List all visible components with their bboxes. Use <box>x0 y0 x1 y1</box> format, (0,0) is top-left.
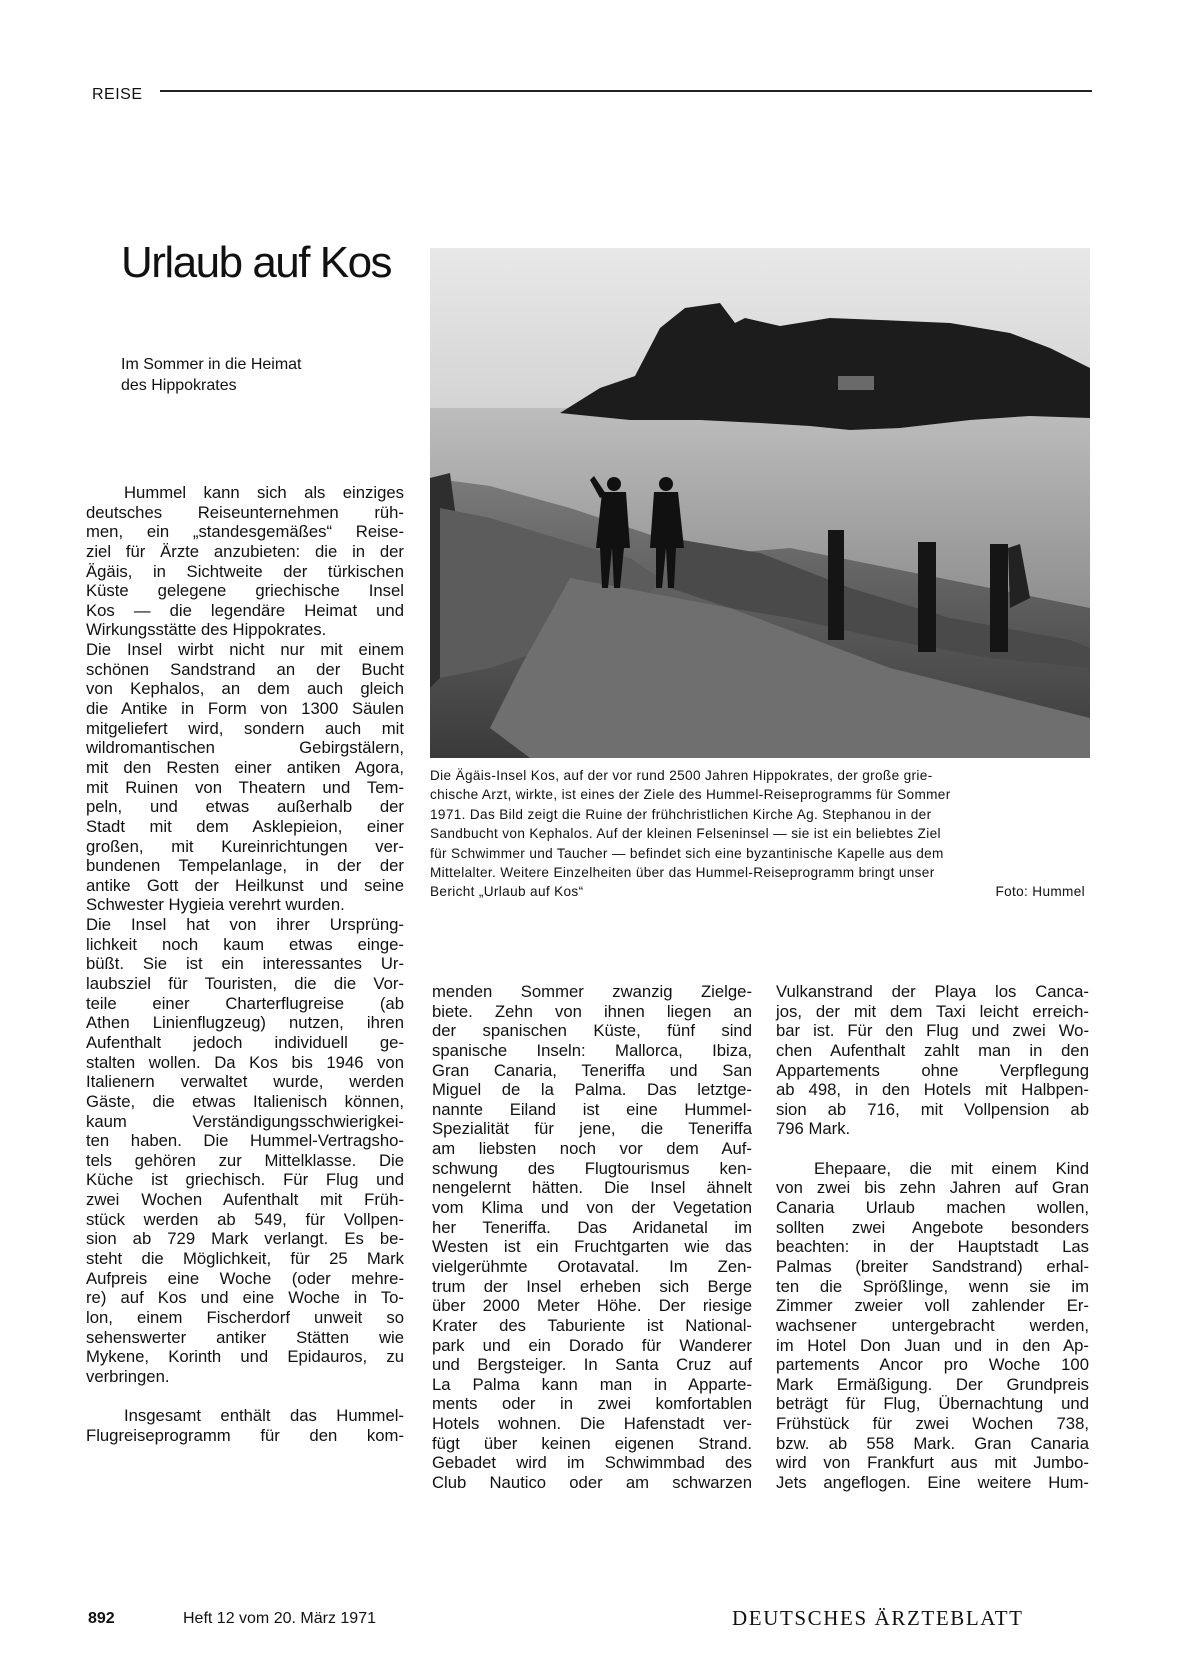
text-line: peln, und etwas außerhalb der <box>86 797 404 817</box>
text-line: Zimmer zweier voll zahlender Er- <box>776 1296 1089 1316</box>
article-title: Urlaub auf Kos <box>121 238 392 287</box>
text-line: mit Ruinen von Theatern und Tem- <box>86 777 404 797</box>
section-rule <box>160 90 1092 92</box>
text-line: laubsziel für Touristen, die die Vor- <box>86 974 404 994</box>
caption-last-row <box>430 882 1085 901</box>
article-subtitle <box>121 354 302 396</box>
text-line: jos, der mit dem Taxi leicht erreich- <box>776 1001 1089 1021</box>
text-line: verbringen. <box>86 1366 170 1386</box>
text-line: Mykene, Korinth und Epidauros, zu <box>86 1347 404 1367</box>
text-line: von Kephalos, an dem auch gleich <box>86 679 404 699</box>
text-line: nengelernt hätten. Die Insel ähnelt <box>432 1178 752 1198</box>
text-line: Kos — die legendäre Heimat und <box>86 600 404 620</box>
text-line: ab 498, in den Hotels mit Halbpen- <box>776 1080 1089 1100</box>
text-line: bundenen Tempelanlage, in der der <box>86 856 404 876</box>
caption-line: Bericht „Urlaub auf Kos“ <box>430 884 584 900</box>
text-line: Frühstück für zwei Wochen 738, <box>776 1414 1089 1434</box>
text-line: Flugreiseprogramm für den kom- <box>86 1425 404 1445</box>
text-line: Appartements ohne Verpflegung <box>776 1060 1089 1080</box>
photo-credit: Foto: Hummel <box>995 884 1085 900</box>
text-line: ten haben. Die Hummel-Vertragsho- <box>86 1131 404 1151</box>
text-line: teile einer Charterflugreise (ab <box>86 993 404 1013</box>
text-line: schwung des Flugtourismus ken- <box>432 1158 752 1178</box>
text-line: park und ein Dorado für Wanderer <box>432 1335 752 1355</box>
article-photo <box>430 248 1090 758</box>
text-line: vom Klima und von der Vegetation <box>432 1198 752 1218</box>
text-line: Die Insel hat von ihrer Ursprüng- <box>86 915 404 935</box>
text-column-3 <box>776 982 1089 1493</box>
caption-line: Die Ägäis-Insel Kos, auf der vor rund 2500 Jahren Hippokrates, der große grie- <box>430 768 933 783</box>
text-line: La Palma kann man in Apparte- <box>432 1374 752 1394</box>
text-line: über 2000 Meter Höhe. Der riesige <box>432 1296 752 1316</box>
text-line: re) auf Kos und eine Woche in To- <box>86 1288 404 1308</box>
text-line: am liebsten noch vor dem Auf- <box>432 1139 752 1159</box>
text-line: Aufenthalt jedoch individuell ge- <box>86 1032 404 1052</box>
text-line: mitgeliefert wird, sondern auch mit <box>86 718 404 738</box>
text-line: Wirkungsstätte des Hippokrates. <box>86 620 327 640</box>
text-line: Palmas (breiter Sandstrand) erhal- <box>776 1256 1089 1276</box>
subtitle-line: des Hippokrates <box>121 377 237 394</box>
text-line: deutsches Reiseunternehmen rüh- <box>86 502 404 522</box>
text-line: tels gehören zur Mittelklasse. Die <box>86 1150 404 1170</box>
text-line: Stadt mit dem Asklepieion, einer <box>86 816 404 836</box>
caption-line: Sandbucht von Kephalos. Auf der kleinen Felseninsel — sie ist ein beliebtes Ziel <box>430 826 941 842</box>
text-line: Athen Linienflugzeug) nutzen, ihren <box>86 1013 404 1033</box>
journal-name: DEUTSCHES ÄRZTEBLATT <box>732 1606 1024 1630</box>
text-line: wildromantischen Gebirgstälern, <box>86 738 404 758</box>
text-line: spanische Inseln: Mallorca, Ibiza, <box>432 1040 752 1060</box>
caption-line: Mittelalter. Weitere Einzelheiten über das Hummel-Reiseprogramm bringt unser <box>430 865 935 881</box>
text-line: wird von Frankfurt aus mit Jumbo- <box>776 1453 1089 1473</box>
text-line: stück werden ab 549, für Vollpen- <box>86 1209 404 1229</box>
text-line: lichkeit noch kaum etwas einge- <box>86 934 404 954</box>
caption-line: 1971. Das Bild zeigt die Ruine der frühchristlichen Kirche Ag. Stephanou in der <box>430 806 932 822</box>
text-line: Mark Ermäßigung. Der Grundpreis <box>776 1374 1089 1394</box>
text-line: sion ab 716, mit Vollpension ab <box>776 1099 1089 1119</box>
text-line: Ägäis, in Sichtweite der türkischen <box>86 561 404 581</box>
paragraph-gap <box>776 1139 1089 1159</box>
text-line: ments oder in zwei komfortablen <box>432 1394 752 1414</box>
text-line: Hotels wohnen. Die Hafenstadt ver- <box>432 1414 752 1434</box>
text-line: Gäste, die etwas Italienisch können, <box>86 1091 404 1111</box>
text-line: Jets angeflogen. Eine weitere Hum- <box>776 1473 1089 1493</box>
text-line: der spanischen Küste, fünf sind <box>432 1021 752 1041</box>
paragraph-gap <box>86 1386 404 1406</box>
text-line: Vulkanstrand der Playa los Canca- <box>776 982 1089 1001</box>
text-line: chen Aufenthalt zahlt man in den <box>776 1040 1089 1060</box>
text-line: kaum Verständigungsschwierigkei- <box>86 1111 404 1131</box>
text-line: sehenswerter antiker Stätten wie <box>86 1327 404 1347</box>
text-line: Küste gelegene griechische Insel <box>86 581 404 601</box>
text-line: die Antike in Form von 1300 Säulen <box>86 699 404 719</box>
text-line: büßt. Sie ist ein interessantes Ur- <box>86 954 404 974</box>
text-line: vielgerühmte Orotavatal. Im Zen- <box>432 1256 752 1276</box>
text-line: Club Nautico oder am schwarzen <box>432 1473 752 1493</box>
text-line: Westen ist ein Fruchtgarten wie das <box>432 1237 752 1257</box>
text-line: wachsener untergebracht werden, <box>776 1315 1089 1335</box>
text-line: und Bergsteiger. In Santa Cruz auf <box>432 1355 752 1375</box>
text-line: Gran Canaria, Teneriffa und San <box>432 1060 752 1080</box>
text-line: ziel für Ärzte anzubieten: die in der <box>86 541 404 561</box>
text-line: stalten wollen. Da Kos bis 1946 von <box>86 1052 404 1072</box>
text-line: zwei Wochen Aufenthalt mit Früh- <box>86 1190 404 1210</box>
caption-line: für Schwimmer und Taucher — befindet sich eine byzantinische Kapelle aus dem <box>430 845 944 861</box>
text-line: Gebadet wird im Schwimmbad des <box>432 1453 752 1473</box>
page-number: 892 <box>88 1610 115 1627</box>
text-line: Schwester Hygieia verehrt wurden. <box>86 895 345 915</box>
text-column-1 <box>86 483 404 1445</box>
text-column-2 <box>432 982 752 1493</box>
text-line: steht die Möglichkeit, für 25 Mark <box>86 1248 404 1268</box>
text-line: sion ab 729 Mark verlangt. Es be- <box>86 1229 404 1249</box>
text-line: trum der Insel erheben sich Berge <box>432 1276 752 1296</box>
text-line: Spezialität für jene, die Teneriffa <box>432 1119 752 1139</box>
text-line: mit den Resten einer antiken Agora, <box>86 757 404 777</box>
text-line: Hummel kann sich als einziges <box>124 483 404 502</box>
text-line: biete. Zehn von ihnen liegen an <box>432 1001 752 1021</box>
text-line: im Hotel Don Juan und in den Ap- <box>776 1335 1089 1355</box>
photo-caption <box>430 766 1085 902</box>
caption-line: chische Arzt, wirkte, ist eines der Ziele des Hummel-Reiseprogramms für Sommer <box>430 787 951 803</box>
text-line: Krater des Taburiente ist National- <box>432 1315 752 1335</box>
text-line: von zwei bis zehn Jahren auf Gran <box>776 1178 1089 1198</box>
text-line: nannte Eiland ist eine Hummel- <box>432 1099 752 1119</box>
text-line: schönen Sandstrand an der Bucht <box>86 659 404 679</box>
text-line: ten die Sprößlinge, wenn sie im <box>776 1276 1089 1296</box>
text-line: Aufpreis eine Woche (oder mehre- <box>86 1268 404 1288</box>
text-line: menden Sommer zwanzig Zielge- <box>432 982 752 1001</box>
text-line: men, ein „standesgemäßes“ Reise- <box>86 522 404 542</box>
text-line: sollten zwei Angebote besonders <box>776 1217 1089 1237</box>
subtitle-line: Im Sommer in die Heimat <box>121 356 302 373</box>
text-line: beträgt für Flug, Übernachtung und <box>776 1394 1089 1414</box>
text-line: beachten: in der Hauptstadt Las <box>776 1237 1089 1257</box>
text-line: Insgesamt enthält das Hummel- <box>124 1406 404 1426</box>
section-label: REISE <box>92 86 143 103</box>
text-line: Italienern verwaltet wurde, werden <box>86 1072 404 1092</box>
text-line: bzw. ab 558 Mark. Gran Canaria <box>776 1433 1089 1453</box>
text-line: her Teneriffa. Das Aridanetal im <box>432 1217 752 1237</box>
text-line: Canaria Urlaub machen wollen, <box>776 1198 1089 1218</box>
text-line: Miguel de la Palma. Das letztge- <box>432 1080 752 1100</box>
issue-info: Heft 12 vom 20. März 1971 <box>183 1610 376 1627</box>
text-line: 796 Mark. <box>776 1119 851 1139</box>
text-line: Die Insel wirbt nicht nur mit einem <box>86 640 404 660</box>
text-line: lon, einem Fischerdorf unweit so <box>86 1307 404 1327</box>
text-line: antike Gott der Heilkunst und seine <box>86 875 404 895</box>
text-line: Ehepaare, die mit einem Kind <box>814 1158 1089 1178</box>
text-line: fügt über keinen eigenen Strand. <box>432 1433 752 1453</box>
text-line: bar ist. Für den Flug und zwei Wo- <box>776 1021 1089 1041</box>
text-line: partements Ancor pro Woche 100 <box>776 1355 1089 1375</box>
text-line: großen, mit Kureinrichtungen ver- <box>86 836 404 856</box>
text-line: Küche ist griechisch. Für Flug und <box>86 1170 404 1190</box>
